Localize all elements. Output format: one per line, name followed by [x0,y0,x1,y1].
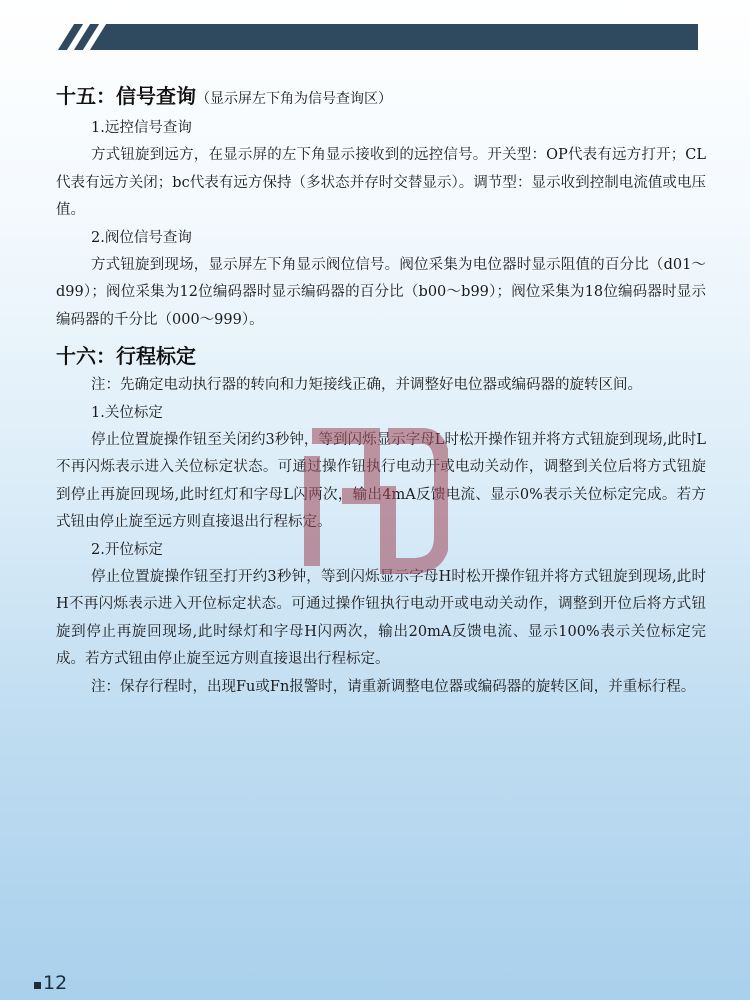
section-15-heading [56,80,706,115]
valve-signal-text: 方式钮旋到现场，显示屏左下角显示阀位信号。阀位采集为电位器时显示阻值的百分比（d01～d99）；阀位采集为12位编码器时显示编码器的百分比（b00～b99）；阀位采集为18位编码器时显示编码器的千分比（000～999）。 [56,256,706,328]
header-band [114,24,698,50]
logo-watermark-icon [302,426,448,574]
valve-signal-heading: 2.阀位信号查询 [91,229,192,246]
remote-signal-heading: 1.远控信号查询 [91,120,192,136]
open-calibration-heading: 2.开位标定 [91,541,163,558]
close-calibration-heading: 1.关位标定 [91,404,163,421]
save-note: 注：保存行程时，出现Fu或Fn报警时，请重新调整电位器或编码器的旋转区间，并重标行程。 [91,678,696,695]
section-15-title: 十五：信号查询 [56,84,196,108]
remote-signal-text: 方式钮旋到远方，在显示屏的左下角显示接收到的远控信号。开关型：OP代表有远方打开；CL代表有远方关闭；bc代表有远方保持（多状态并存时交替显示）。调节型：显示收到控制电流值或电压值。 [56,147,706,218]
close-calibration-text: 停止位置旋操作钮至关闭约3秒钟，等到闪烁显示字母L时松开操作钮并将方式钮旋到现场,此时L不再闪烁表示进入关位标定状态。可通过操作钮执行电动开或电动关动作，调整到关位后将方式钮旋到停止再旋回现场,此时红灯和字母L闪两次，输出4mA反馈电流、显示0%表示关位标定完成。若方式钮由停止旋至远方则直接退出行程标定。 [56,431,706,530]
section-16-title: 十六：行程标定 [56,344,196,368]
page-mark-icon [34,982,41,989]
header-bar [60,24,698,50]
page-number [34,972,67,994]
calibration-note: 注：先确定电动执行器的转向和力矩接线正确，并调整好电位器或编码器的旋转区间。 [91,377,642,393]
page-number-text: 12 [43,972,68,994]
open-calibration-text: 停止位置旋操作钮至打开约3秒钟，等到闪烁显示字母H时松开操作钮并将方式钮旋到现场,此时H不再闪烁表示进入开位标定状态。可通过操作钮执行电动开或电动关动作，调整到开位后将方式钮旋到停止再旋回现场,此时绿灯和字母H闪两次，输出20mA反馈电流、显示100%表示关位标定完成。若方式钮由停止旋至远方则直接退出行程标定。 [56,568,706,667]
page-content [56,80,706,701]
section-15-subtitle: （显示屏左下角为信号查询区） [196,91,392,107]
